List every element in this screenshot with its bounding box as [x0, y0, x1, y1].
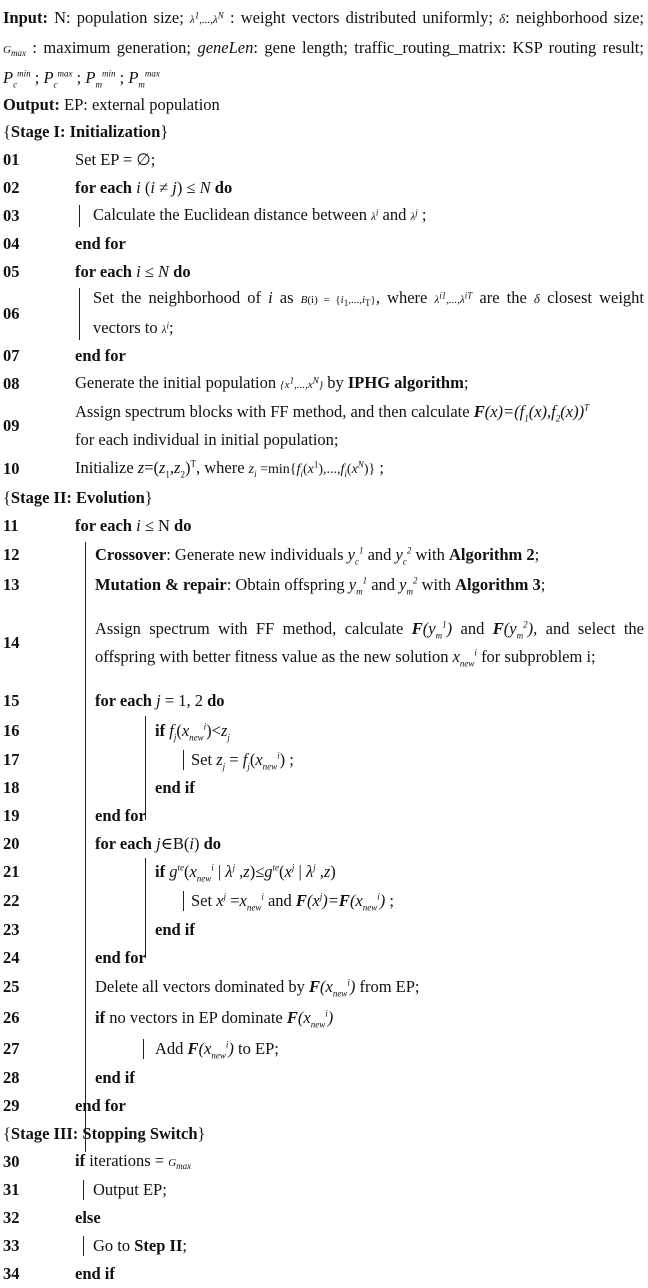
output-text: EP: external population [63, 95, 220, 114]
line-16: 16 if $f_j(x_{new}^i)<z_j$ [3, 721, 230, 743]
for-neighbors-body [3, 858, 648, 944]
line-19: 19 end for [3, 806, 146, 825]
line-33: 33 Go to Step II; [3, 1236, 187, 1255]
line-12: 12 Crossover: Generate new individuals $y_c^1$ and $y_c^2$ with Algorithm 2; [3, 545, 540, 567]
loop-body-stage2 [3, 540, 648, 1092]
line-25: 25 Delete all vectors dominated by $F(x_{new}^i)$ from EP; [3, 977, 420, 999]
line-05: 05 for each i ≤ N do [3, 262, 191, 281]
line-30: 30 if iterations = $G_{max}$ [3, 1151, 192, 1172]
line-17: 17 Set $z_j = f_j(x_{new}^i)$ ; [3, 750, 294, 772]
line-11: 11 for each i ≤ N do [3, 516, 192, 535]
line-02: 02 for each i (i ≠ j) ≤ N do [3, 178, 233, 197]
line-10: 10 Initialize $z=(z_1,z_2)^T$, where $z_i =\min\{f_i(x^1),...,f_i(x^N)\}$ ; [3, 458, 384, 480]
line-15: 15 for each j = 1, 2 do [3, 691, 225, 710]
line-01: 01 Set EP = ∅; [3, 150, 156, 169]
line-23: 23 end if [3, 920, 195, 939]
line-24: 24 end for [3, 948, 146, 967]
output-spec [3, 91, 644, 118]
line-21: 21 if $g^{te}(x_{new}^i$ | $\lambda^j$ $,z)\le g^{te}(x^j$ | $\lambda^j$ ,z) [3, 862, 336, 884]
output-label: Output: [3, 95, 60, 114]
line-06: 06 Set the neighborhood of i as $B(i) = \{i_1,...,i_T\}$, where $\lambda^{i1},...,\lambda^{iT}$ are the δ closest weight vectors to $\lambda^i$; [3, 286, 648, 342]
line-14: 14 Assign spectrum with FF method, calculate $F(y_m^1)$ and $F(y_m^2)$, and select the offspring with better fitness value as the new solution $x_{new}^i$ for subproblem i; [3, 619, 645, 669]
line-29: 29 end for [3, 1096, 126, 1115]
input-spec: Input: N: population size; $\lambda^1,...,\lambda^N$ : weight vectors distributed uniformly; δ: neighborhood size; $G_{max}$ : maximum generation; geneLen: gene length; traffic_routing_matrix: KSP routing result; $P_c^{min}$ ; $P_c^{max}$ ; $P_m^{min}$ ; $P_m^{max}$ [3, 8, 644, 90]
line-32: 32 else [3, 1208, 101, 1227]
input-label: Input: [3, 8, 48, 27]
line-34: 34 end if [3, 1264, 115, 1283]
line-18: 18 end if [3, 778, 195, 797]
line-03: 03 Calculate the Euclidean distance between $\lambda^i$ and $\lambda^j$ ; [3, 205, 427, 225]
stage-3-heading: {Stage III: Stopping Switch} [3, 1124, 206, 1143]
line-20: 20 for each j∈B(i) do [3, 834, 222, 853]
line-31: 31 Output EP; [3, 1180, 167, 1199]
line-28: 28 end if [3, 1068, 135, 1087]
line-09: 09 Assign spectrum blocks with FF method, and then calculate $F(x)=(f_1(x),f_2(x))^T$ for each individual in initial population; [3, 402, 590, 449]
for-j-body [3, 716, 648, 802]
stage-1-heading: {Stage I: Initialization} [3, 122, 169, 141]
line-04: 04 end for [3, 234, 126, 253]
line-22: 22 Set $x^j =x_{new}^i$ and $F(x^j)=F(x_{new}^i)$ ; [3, 891, 394, 913]
line-27: 27 Add $F(x_{new}^i)$ to EP; [3, 1039, 279, 1061]
stage-2-heading: {Stage II: Evolution} [3, 488, 153, 507]
line-08: 08 Generate the initial population $\{x^1,...,x^N\}$ by IPHG algorithm; [3, 373, 469, 393]
line-13: 13 Mutation & repair: Obtain offspring $y_m^1$ and $y_m^2$ with Algorithm 3; [3, 575, 546, 597]
line-07: 07 end for [3, 346, 126, 365]
line-26: 26 if no vectors in EP dominate $F(x_{new}^i)$ [3, 1008, 334, 1030]
